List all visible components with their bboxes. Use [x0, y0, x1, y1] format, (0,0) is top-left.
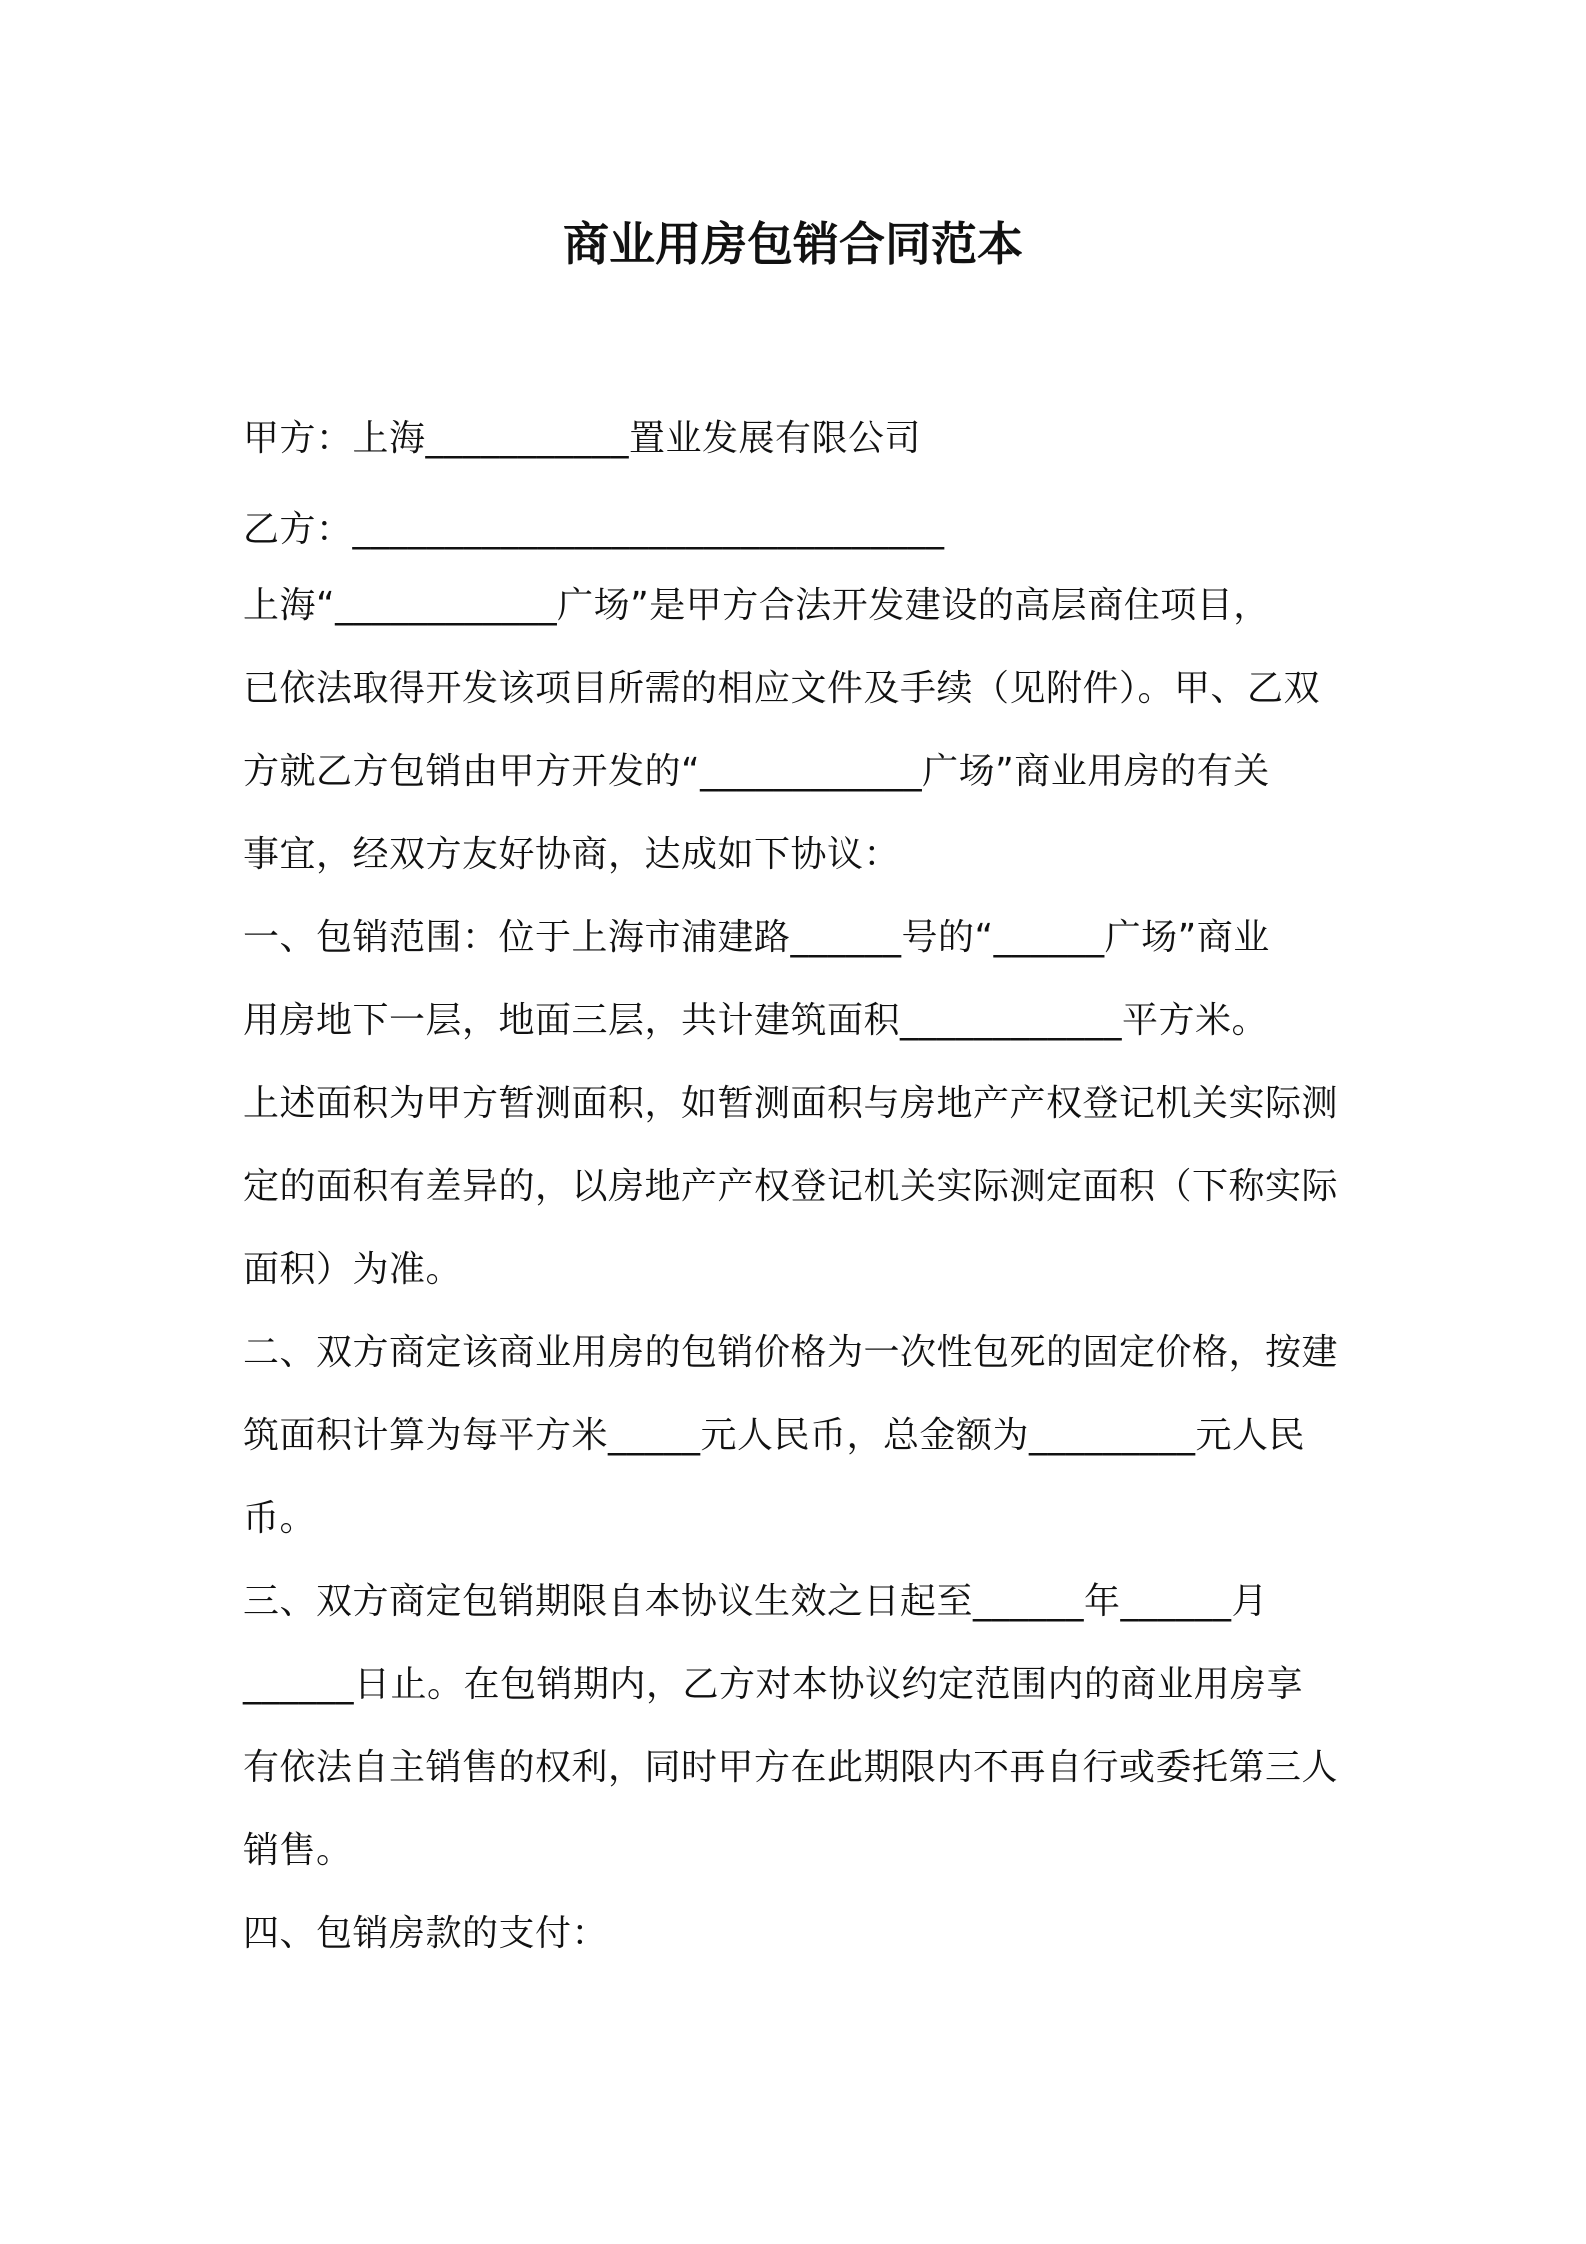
clause-3-line: 三、双方商定包销期限自本协议生效之日起至______年______月 — [243, 1581, 1269, 1622]
preamble-line: 上海“____________广场”是甲方合法开发建设的高层商住项目， — [243, 585, 1270, 626]
clause-1-line: 定的面积有差异的，以房地产产权登记机关实际测定面积（下称实际 — [243, 1166, 1339, 1207]
party-b-line: 乙方：________________________________ — [243, 509, 945, 550]
clause-2-line: 二、双方商定该商业用房的包销价格为一次性包死的固定价格，按建 — [243, 1332, 1339, 1373]
party-a-line: 甲方：上海___________置业发展有限公司 — [243, 418, 922, 459]
clause-2-line: 币。 — [243, 1498, 317, 1539]
clause-1-line: 用房地下一层，地面三层，共计建筑面积____________平方米。 — [243, 1000, 1269, 1041]
preamble-line: 事宜，经双方友好协商，达成如下协议： — [243, 834, 901, 875]
clause-1-line: 一、包销范围：位于上海市浦建路______号的“______广场”商业 — [243, 917, 1270, 958]
clause-3-line: 销售。 — [243, 1830, 353, 1871]
clause-4-heading: 四、包销房款的支付： — [243, 1913, 609, 1954]
preamble-line: 已依法取得开发该项目所需的相应文件及手续（见附件）。甲、乙双 — [243, 668, 1321, 709]
clause-3-line: ______日止。在包销期内，乙方对本协议约定范围内的商业用房享 — [243, 1664, 1304, 1705]
clause-3-line: 有依法自主销售的权利，同时甲方在此期限内不再自行或委托第三人 — [243, 1747, 1339, 1788]
document-title: 商业用房包销合同范本 — [563, 217, 1023, 271]
clause-1-line: 上述面积为甲方暂测面积，如暂测面积与房地产产权登记机关实际测 — [243, 1083, 1339, 1124]
clause-2-line: 筑面积计算为每平方米_____元人民币，总金额为_________元人民 — [243, 1415, 1306, 1456]
clause-1-line: 面积）为准。 — [243, 1249, 463, 1290]
preamble-line: 方就乙方包销由甲方开发的“____________广场”商业用房的有关 — [243, 751, 1270, 792]
